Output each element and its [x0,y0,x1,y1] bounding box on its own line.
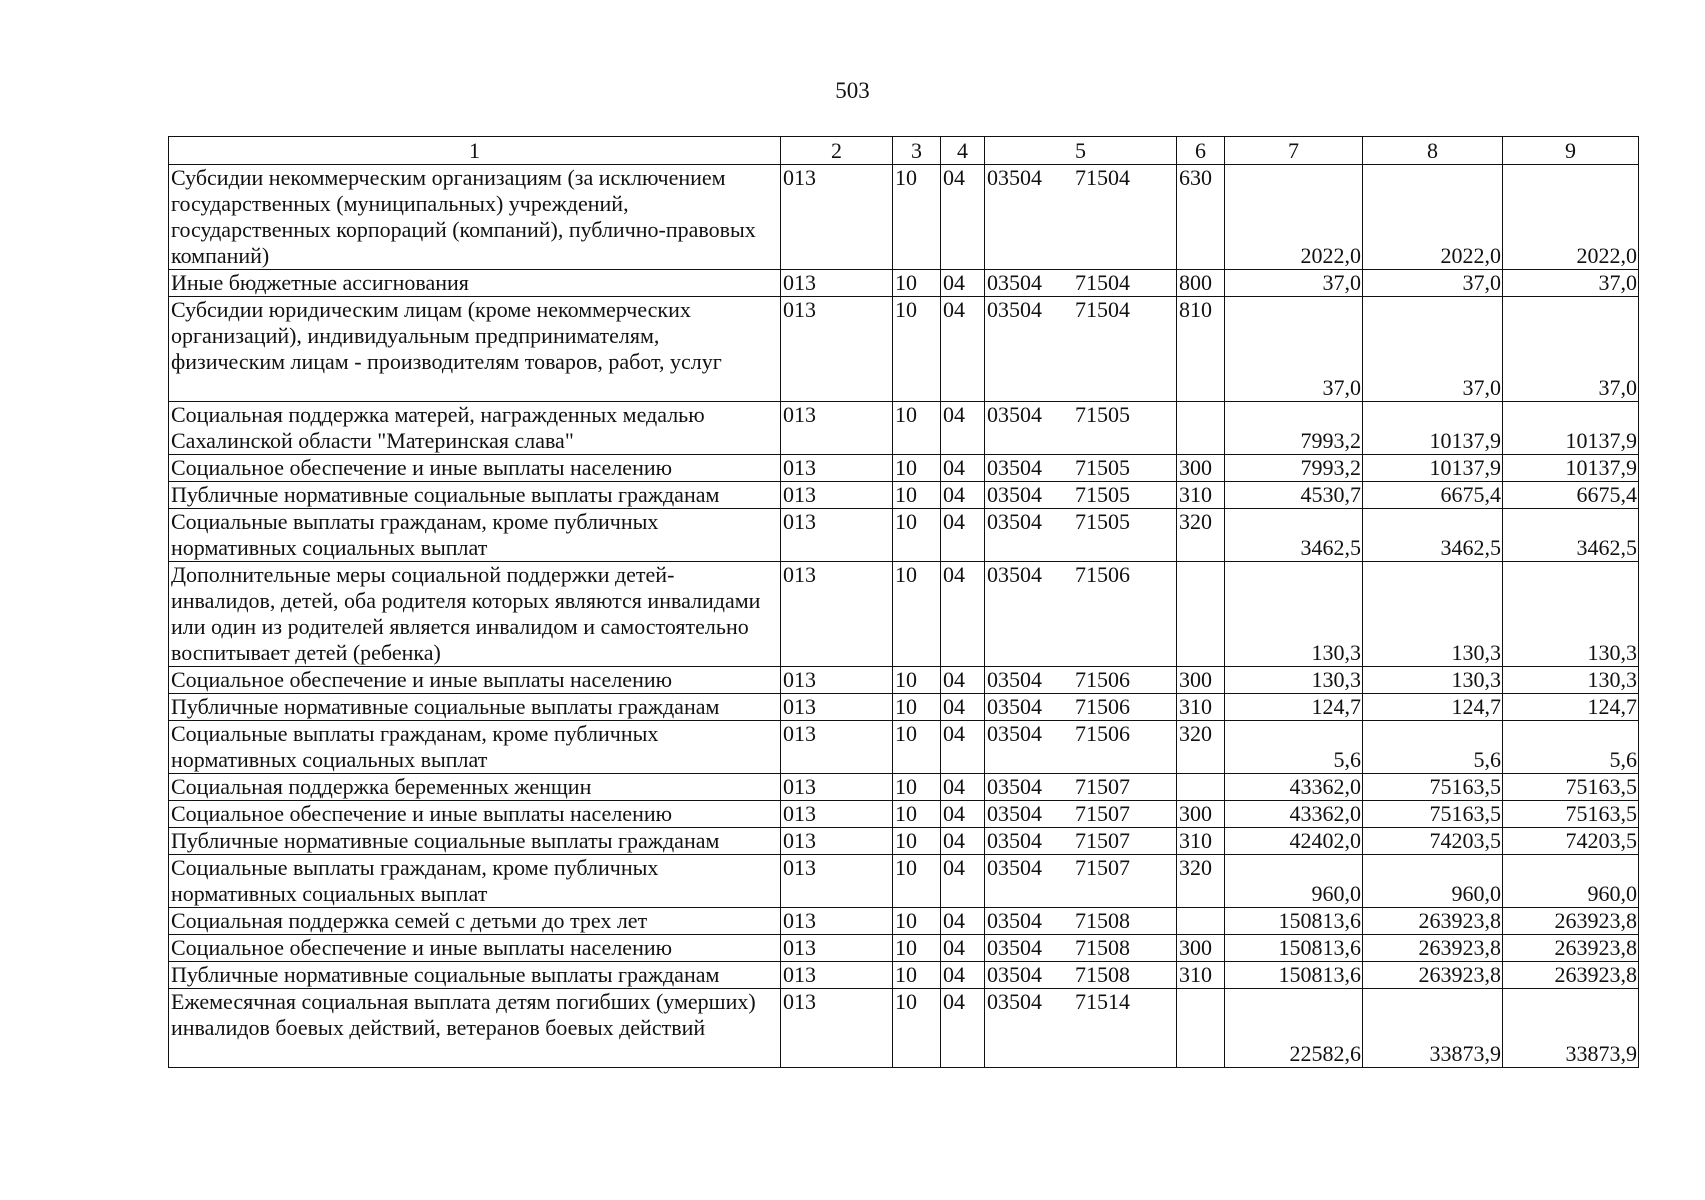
row-expense-type: 310 [1177,828,1225,855]
row-direction-code: 71505 [1075,509,1130,534]
row-subsection: 04 [941,989,985,1068]
row-section: 10 [893,721,941,774]
table-row [169,455,1639,482]
row-section: 10 [893,667,941,694]
row-amount-col9: 5,6 [1503,721,1639,774]
row-target-article [985,962,1177,989]
row-direction-code: 71508 [1075,935,1130,960]
row-amount-col7: 960,0 [1225,855,1363,908]
row-target-article [985,297,1177,402]
row-expense-type: 310 [1177,962,1225,989]
row-amount-col8: 10137,9 [1363,402,1503,455]
table-row [169,989,1639,1068]
row-expense-type: 300 [1177,667,1225,694]
table-row [169,509,1639,562]
table-row [169,828,1639,855]
header-col-2: 2 [781,137,893,165]
row-section: 10 [893,801,941,828]
row-admin-code: 013 [781,667,893,694]
row-admin-code: 013 [781,297,893,402]
row-expense-type: 800 [1177,270,1225,297]
row-admin-code: 013 [781,165,893,270]
row-direction-code: 71504 [1075,297,1130,322]
page-number: 503 [835,78,870,103]
table-row [169,482,1639,509]
row-name: Ежемесячная социальная выплата детям погибших (умерших) инвалидов боевых действий, ветеранов боевых действий [169,989,781,1068]
row-section: 10 [893,962,941,989]
row-expense-type: 320 [1177,509,1225,562]
row-subsection: 04 [941,694,985,721]
row-amount-col9: 130,3 [1503,667,1639,694]
row-expense-type: 810 [1177,297,1225,402]
row-amount-col9: 10137,9 [1503,455,1639,482]
row-amount-col7: 5,6 [1225,721,1363,774]
header-col-3: 3 [893,137,941,165]
row-direction-code: 71507 [1075,828,1130,853]
row-expense-type [1177,402,1225,455]
row-amount-col7: 7993,2 [1225,402,1363,455]
row-name: Иные бюджетные ассигнования [169,270,781,297]
row-program-code: 03504 [987,562,1042,587]
row-program-code: 03504 [987,455,1042,480]
row-section: 10 [893,908,941,935]
row-amount-col9: 3462,5 [1503,509,1639,562]
row-name: Публичные нормативные социальные выплаты гражданам [169,694,781,721]
row-name: Социальная поддержка семей с детьми до трех лет [169,908,781,935]
row-direction-code: 71505 [1075,455,1130,480]
row-expense-type [1177,774,1225,801]
row-target-article [985,270,1177,297]
row-amount-col7: 150813,6 [1225,908,1363,935]
row-direction-code: 71506 [1075,562,1130,587]
row-admin-code: 013 [781,721,893,774]
row-subsection: 04 [941,962,985,989]
row-target-article [985,694,1177,721]
row-program-code: 03504 [987,962,1042,987]
row-admin-code: 013 [781,694,893,721]
row-program-code: 03504 [987,801,1042,826]
row-direction-code: 71504 [1075,270,1130,295]
row-amount-col9: 263923,8 [1503,935,1639,962]
row-target-article [985,989,1177,1068]
table-row [169,165,1639,270]
row-name: Публичные нормативные социальные выплаты гражданам [169,482,781,509]
row-amount-col8: 75163,5 [1363,801,1503,828]
table-row [169,270,1639,297]
row-program-code: 03504 [987,908,1042,933]
row-section: 10 [893,828,941,855]
row-amount-col8: 37,0 [1363,270,1503,297]
row-amount-col7: 43362,0 [1225,774,1363,801]
row-direction-code: 71505 [1075,482,1130,507]
row-name: Публичные нормативные социальные выплаты гражданам [169,962,781,989]
row-section: 10 [893,455,941,482]
header-col-5: 5 [985,137,1177,165]
row-target-article [985,455,1177,482]
row-name: Социальное обеспечение и иные выплаты населению [169,667,781,694]
table-row [169,935,1639,962]
row-direction-code: 71506 [1075,667,1130,692]
row-expense-type: 300 [1177,455,1225,482]
row-subsection: 04 [941,828,985,855]
row-direction-code: 71504 [1075,165,1130,190]
row-amount-col8: 75163,5 [1363,774,1503,801]
row-amount-col7: 124,7 [1225,694,1363,721]
row-amount-col7: 150813,6 [1225,962,1363,989]
row-expense-type: 630 [1177,165,1225,270]
row-amount-col9: 6675,4 [1503,482,1639,509]
row-target-article [985,509,1177,562]
row-expense-type: 310 [1177,694,1225,721]
row-subsection: 04 [941,855,985,908]
header-col-8: 8 [1363,137,1503,165]
row-program-code: 03504 [987,828,1042,853]
row-program-code: 03504 [987,935,1042,960]
row-amount-col8: 74203,5 [1363,828,1503,855]
table-row [169,801,1639,828]
row-section: 10 [893,270,941,297]
row-section: 10 [893,855,941,908]
row-section: 10 [893,989,941,1068]
row-name: Дополнительные меры социальной поддержки детей-инвалидов, детей, оба родителя которых являются инвалидами или один из родителей является инвалидом и самостоятельно воспитывает детей (ребенка) [169,562,781,667]
row-amount-col7: 37,0 [1225,270,1363,297]
row-expense-type: 310 [1177,482,1225,509]
table-body [169,165,1639,1068]
row-amount-col7: 130,3 [1225,667,1363,694]
row-amount-col8: 3462,5 [1363,509,1503,562]
row-name: Субсидии юридическим лицам (кроме некоммерческих организаций), индивидуальным предпринимателям, физическим лицам - производителям товаров, работ, услуг [169,297,781,402]
row-name: Социальное обеспечение и иные выплаты населению [169,801,781,828]
row-admin-code: 013 [781,935,893,962]
row-name: Социальное обеспечение и иные выплаты населению [169,935,781,962]
row-amount-col8: 124,7 [1363,694,1503,721]
row-admin-code: 013 [781,562,893,667]
row-expense-type: 320 [1177,721,1225,774]
row-subsection: 04 [941,509,985,562]
row-target-article [985,562,1177,667]
row-amount-col8: 263923,8 [1363,908,1503,935]
table-row [169,774,1639,801]
row-admin-code: 013 [781,402,893,455]
table-row [169,297,1639,402]
row-target-article [985,667,1177,694]
row-program-code: 03504 [987,855,1042,880]
row-amount-col9: 263923,8 [1503,908,1639,935]
row-amount-col8: 10137,9 [1363,455,1503,482]
row-section: 10 [893,562,941,667]
row-subsection: 04 [941,455,985,482]
row-subsection: 04 [941,801,985,828]
table-header [169,137,1639,165]
row-amount-col9: 124,7 [1503,694,1639,721]
table-row [169,562,1639,667]
row-section: 10 [893,509,941,562]
row-subsection: 04 [941,774,985,801]
table-row [169,694,1639,721]
row-amount-col9: 74203,5 [1503,828,1639,855]
row-admin-code: 013 [781,455,893,482]
row-subsection: 04 [941,721,985,774]
row-subsection: 04 [941,667,985,694]
row-amount-col7: 130,3 [1225,562,1363,667]
row-expense-type: 300 [1177,935,1225,962]
row-subsection: 04 [941,482,985,509]
row-amount-col7: 42402,0 [1225,828,1363,855]
row-target-article [985,721,1177,774]
row-amount-col8: 5,6 [1363,721,1503,774]
row-amount-col7: 43362,0 [1225,801,1363,828]
row-amount-col7: 150813,6 [1225,935,1363,962]
row-amount-col9: 37,0 [1503,270,1639,297]
row-admin-code: 013 [781,482,893,509]
row-amount-col9: 10137,9 [1503,402,1639,455]
row-name: Социальные выплаты гражданам, кроме публичных нормативных социальных выплат [169,721,781,774]
row-amount-col7: 37,0 [1225,297,1363,402]
row-section: 10 [893,297,941,402]
row-program-code: 03504 [987,297,1042,322]
row-name: Социальная поддержка матерей, награжденных медалью Сахалинской области "Материнская слава" [169,402,781,455]
row-expense-type [1177,989,1225,1068]
row-program-code: 03504 [987,989,1042,1014]
row-amount-col8: 263923,8 [1363,935,1503,962]
row-amount-col8: 263923,8 [1363,962,1503,989]
row-target-article [985,908,1177,935]
row-subsection: 04 [941,908,985,935]
row-section: 10 [893,402,941,455]
header-col-9: 9 [1503,137,1639,165]
row-amount-col8: 37,0 [1363,297,1503,402]
row-target-article [985,774,1177,801]
row-program-code: 03504 [987,270,1042,295]
row-target-article [985,935,1177,962]
row-expense-type [1177,908,1225,935]
row-amount-col8: 130,3 [1363,667,1503,694]
row-direction-code: 71508 [1075,962,1130,987]
row-amount-col8: 6675,4 [1363,482,1503,509]
row-subsection: 04 [941,935,985,962]
row-section: 10 [893,774,941,801]
row-target-article [985,165,1177,270]
row-program-code: 03504 [987,402,1042,427]
header-col-4: 4 [941,137,985,165]
table-row [169,908,1639,935]
row-program-code: 03504 [987,482,1042,507]
row-admin-code: 013 [781,828,893,855]
row-direction-code: 71506 [1075,721,1130,746]
header-col-1: 1 [169,137,781,165]
row-target-article [985,855,1177,908]
row-amount-col9: 75163,5 [1503,801,1639,828]
row-amount-col9: 75163,5 [1503,774,1639,801]
row-target-article [985,828,1177,855]
row-name: Социальные выплаты гражданам, кроме публичных нормативных социальных выплат [169,509,781,562]
row-name: Социальное обеспечение и иные выплаты населению [169,455,781,482]
row-amount-col9: 263923,8 [1503,962,1639,989]
row-target-article [985,801,1177,828]
row-amount-col9: 33873,9 [1503,989,1639,1068]
row-name: Субсидии некоммерческим организациям (за исключением государственных (муниципальных) учреждений, государственных корпораций (компаний), публично-правовых компаний) [169,165,781,270]
header-col-7: 7 [1225,137,1363,165]
row-program-code: 03504 [987,774,1042,799]
row-amount-col8: 33873,9 [1363,989,1503,1068]
row-admin-code: 013 [781,855,893,908]
row-target-article [985,482,1177,509]
row-subsection: 04 [941,402,985,455]
row-amount-col7: 2022,0 [1225,165,1363,270]
row-expense-type: 320 [1177,855,1225,908]
row-direction-code: 71506 [1075,694,1130,719]
row-subsection: 04 [941,562,985,667]
table-row [169,402,1639,455]
table-row [169,855,1639,908]
row-admin-code: 013 [781,908,893,935]
row-amount-col9: 960,0 [1503,855,1639,908]
row-amount-col9: 130,3 [1503,562,1639,667]
row-amount-col8: 2022,0 [1363,165,1503,270]
row-amount-col9: 37,0 [1503,297,1639,402]
header-row [169,137,1639,165]
row-subsection: 04 [941,297,985,402]
row-subsection: 04 [941,270,985,297]
row-amount-col7: 3462,5 [1225,509,1363,562]
row-direction-code: 71507 [1075,855,1130,880]
row-section: 10 [893,694,941,721]
row-amount-col9: 2022,0 [1503,165,1639,270]
row-admin-code: 013 [781,774,893,801]
row-amount-col7: 7993,2 [1225,455,1363,482]
row-program-code: 03504 [987,721,1042,746]
row-program-code: 03504 [987,667,1042,692]
row-admin-code: 013 [781,962,893,989]
row-target-article [985,402,1177,455]
row-admin-code: 013 [781,270,893,297]
row-name: Публичные нормативные социальные выплаты гражданам [169,828,781,855]
row-name: Социальные выплаты гражданам, кроме публичных нормативных социальных выплат [169,855,781,908]
row-amount-col7: 22582,6 [1225,989,1363,1068]
row-amount-col7: 4530,7 [1225,482,1363,509]
row-section: 10 [893,482,941,509]
row-admin-code: 013 [781,989,893,1068]
row-amount-col8: 960,0 [1363,855,1503,908]
row-program-code: 03504 [987,694,1042,719]
row-subsection: 04 [941,165,985,270]
header-col-6: 6 [1177,137,1225,165]
row-direction-code: 71514 [1075,989,1130,1014]
row-section: 10 [893,935,941,962]
row-direction-code: 71507 [1075,801,1130,826]
row-expense-type: 300 [1177,801,1225,828]
table-row [169,721,1639,774]
row-program-code: 03504 [987,165,1042,190]
row-admin-code: 013 [781,509,893,562]
row-expense-type [1177,562,1225,667]
budget-table [168,136,1639,1068]
row-program-code: 03504 [987,509,1042,534]
row-section: 10 [893,165,941,270]
row-direction-code: 71505 [1075,402,1130,427]
row-name: Социальная поддержка беременных женщин [169,774,781,801]
row-direction-code: 71507 [1075,774,1130,799]
row-direction-code: 71508 [1075,908,1130,933]
row-admin-code: 013 [781,801,893,828]
table-row [169,962,1639,989]
row-amount-col8: 130,3 [1363,562,1503,667]
table-row [169,667,1639,694]
